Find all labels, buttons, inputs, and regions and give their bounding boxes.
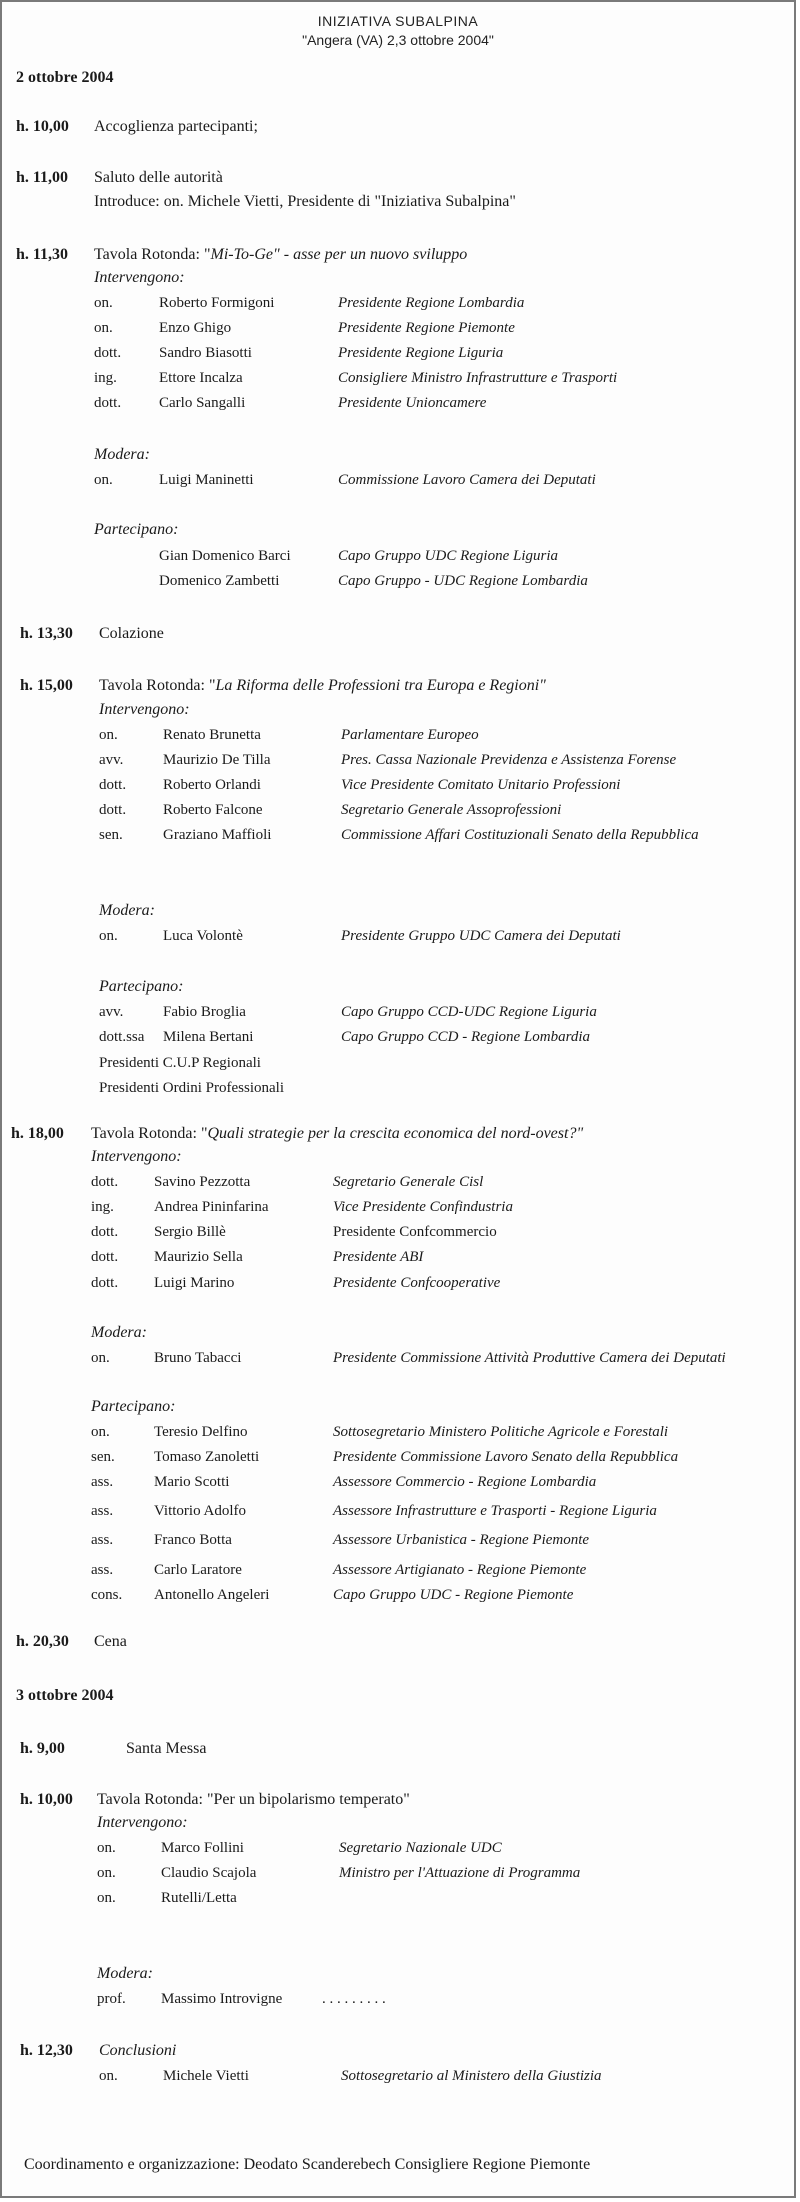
speaker-title: dott. xyxy=(94,345,122,361)
speaker-title: on. xyxy=(97,1890,116,1906)
modera-label: Modera: xyxy=(99,902,155,919)
roundtable-title: Tavola Rotonda: "Per un bipolarismo temperato" xyxy=(97,1791,410,1808)
participant-role: Capo Gruppo CCD-UDC Regione Liguria xyxy=(341,1004,597,1020)
speaker-name: Savino Pezzotta xyxy=(154,1174,251,1190)
roundtable-title: Tavola Rotonda: "La Riforma delle Professioni tra Europa e Regioni" xyxy=(99,677,546,694)
speaker-title: ing. xyxy=(91,1199,114,1215)
speaker-role: Presidente Regione Piemonte xyxy=(338,320,515,336)
speaker-name: Maurizio De Tilla xyxy=(163,752,271,768)
speaker-title: on. xyxy=(99,727,118,743)
participant-title: sen. xyxy=(91,1449,115,1465)
intervengono-label: Intervengono: xyxy=(97,1814,188,1831)
participant-name: Vittorio Adolfo xyxy=(154,1503,247,1519)
speaker-title: dott. xyxy=(91,1249,119,1265)
intervengono-label: Intervengono: xyxy=(94,269,185,286)
participant-name: Fabio Broglia xyxy=(163,1004,246,1020)
moderator-role: Commissione Lavoro Camera dei Deputati xyxy=(338,472,596,488)
intervengono-label: Intervengono: xyxy=(99,701,190,718)
speaker-role: Presidente ABI xyxy=(333,1249,424,1265)
speaker-role: Presidente Confcommercio xyxy=(333,1224,497,1240)
speaker-role: Vice Presidente Comitato Unitario Professioni xyxy=(341,777,621,793)
speaker-title: on. xyxy=(94,320,113,336)
partecipano-label: Partecipano: xyxy=(91,1398,176,1415)
partecipano-label: Partecipano: xyxy=(94,521,179,538)
dinner-text: Cena xyxy=(94,1633,127,1650)
moderator-title: on. xyxy=(94,472,113,488)
participant-name: Domenico Zambetti xyxy=(159,573,280,589)
roundtable-title: Tavola Rotonda: "Quali strategie per la crescita economica del nord-ovest?" xyxy=(91,1125,584,1142)
time-1330: h. 13,30 xyxy=(20,625,73,642)
speaker-name: Renato Brunetta xyxy=(163,727,261,743)
speaker-role: Segretario Generale Cisl xyxy=(333,1174,484,1190)
speaker-title: on. xyxy=(99,2068,118,2084)
speaker-title: on. xyxy=(94,295,113,311)
time-1100: h. 11,00 xyxy=(16,169,69,186)
moderator-title: prof. xyxy=(97,1991,126,2007)
participant-title: ass. xyxy=(91,1503,114,1519)
speaker-name: Claudio Scajola xyxy=(161,1865,257,1881)
speaker-name: Carlo Sangalli xyxy=(159,395,246,411)
participant-title: ass. xyxy=(91,1532,114,1548)
speaker-role: Presidente Confcooperative xyxy=(333,1275,501,1291)
moderator-name: Luigi Maninetti xyxy=(159,472,254,488)
time-1130: h. 11,30 xyxy=(16,246,69,263)
participant-title: dott.ssa xyxy=(99,1029,145,1045)
speaker-name: Roberto Falcone xyxy=(163,802,263,818)
participant-title: on. xyxy=(91,1424,110,1440)
speaker-role: Presidente Regione Liguria xyxy=(338,345,504,361)
speaker-title: on. xyxy=(97,1840,116,1856)
speaker-name: Enzo Ghigo xyxy=(159,320,232,336)
cup-presidents: Presidenti C.U.P Regionali xyxy=(99,1055,261,1071)
speaker-role: Consigliere Ministro Infrastrutture e Trasporti xyxy=(338,370,618,386)
participant-role: Capo Gruppo UDC Regione Liguria xyxy=(338,548,559,564)
conclusions-label: Conclusioni xyxy=(99,2042,177,2059)
speaker-title: on. xyxy=(97,1865,116,1881)
participant-name: Franco Botta xyxy=(154,1532,232,1548)
speaker-name: Luigi Marino xyxy=(154,1275,235,1291)
speaker-name: Graziano Maffioli xyxy=(163,827,272,843)
greeting-text: Saluto delle autorità xyxy=(94,169,223,186)
participant-name: Milena Bertani xyxy=(163,1029,254,1045)
participant-name: Gian Domenico Barci xyxy=(159,548,291,564)
document-subtitle: "Angera (VA) 2,3 ottobre 2004" xyxy=(302,32,494,48)
speaker-title: avv. xyxy=(99,752,124,768)
speaker-title: sen. xyxy=(99,827,123,843)
participant-role: Assessore Artigianato - Regione Piemonte xyxy=(333,1562,587,1578)
speaker-role: Segretario Generale Assoprofessioni xyxy=(341,802,562,818)
speaker-name: Roberto Formigoni xyxy=(159,295,275,311)
speaker-title: dott. xyxy=(91,1224,119,1240)
modera-label: Modera: xyxy=(94,446,150,463)
moderator-role-placeholder: . . . . . . . . . xyxy=(322,1991,386,2007)
modera-label: Modera: xyxy=(97,1965,153,1982)
participant-role: Assessore Commercio - Regione Lombardia xyxy=(333,1474,597,1490)
introduction-text: Introduce: on. Michele Vietti, Presidente di "Iniziativa Subalpina" xyxy=(94,193,516,210)
speaker-role: Vice Presidente Confindustria xyxy=(333,1199,513,1215)
participant-title: ass. xyxy=(91,1562,114,1578)
participant-role: Assessore Urbanistica - Regione Piemonte xyxy=(333,1532,590,1548)
participant-title: ass. xyxy=(91,1474,114,1490)
participant-role: Capo Gruppo CCD - Regione Lombardia xyxy=(341,1029,591,1045)
speaker-name: Andrea Pininfarina xyxy=(154,1199,269,1215)
speaker-role: Commissione Affari Costituzionali Senato della Repubblica xyxy=(341,827,699,843)
speaker-role: Presidente Regione Lombardia xyxy=(338,295,525,311)
speaker-role: Segretario Nazionale UDC xyxy=(339,1840,502,1856)
lunch-text: Colazione xyxy=(99,625,164,642)
participant-role: Presidente Commissione Lavoro Senato della Repubblica xyxy=(333,1449,679,1465)
mass-text: Santa Messa xyxy=(126,1740,207,1757)
speaker-title: dott. xyxy=(94,395,122,411)
footer-credit: Coordinamento e organizzazione: Deodato Scanderebech Consigliere Regione Piemonte xyxy=(24,2156,591,2173)
speaker-title: dott. xyxy=(91,1174,119,1190)
speaker-title: dott. xyxy=(91,1275,119,1291)
speaker-name: Sergio Billè xyxy=(154,1224,226,1240)
speaker-name: Ettore Incalza xyxy=(159,370,243,386)
speaker-title: ing. xyxy=(94,370,117,386)
speaker-title: dott. xyxy=(99,777,127,793)
participant-role: Assessore Infrastrutture e Trasporti - Regione Liguria xyxy=(333,1503,657,1519)
speaker-role: Ministro per l'Attuazione di Programma xyxy=(339,1865,581,1881)
time-1500: h. 15,00 xyxy=(20,677,73,694)
moderator-role: Presidente Gruppo UDC Camera dei Deputati xyxy=(341,928,621,944)
time-1230: h. 12,30 xyxy=(20,2042,73,2059)
welcome-text: Accoglienza partecipanti; xyxy=(94,118,258,135)
speaker-name: Rutelli/Letta xyxy=(161,1890,237,1906)
time-1000: h. 10,00 xyxy=(16,118,69,135)
speaker-name: Michele Vietti xyxy=(163,2068,249,2084)
day1-date: 2 ottobre 2004 xyxy=(16,69,114,86)
participant-name: Teresio Delfino xyxy=(154,1424,248,1440)
time-2030: h. 20,30 xyxy=(16,1633,69,1650)
modera-label: Modera: xyxy=(91,1324,147,1341)
participant-title: avv. xyxy=(99,1004,124,1020)
moderator-name: Bruno Tabacci xyxy=(154,1350,242,1366)
time-0900: h. 9,00 xyxy=(20,1740,65,1757)
participant-role: Capo Gruppo UDC - Regione Piemonte xyxy=(333,1587,574,1603)
speaker-role: Parlamentare Europeo xyxy=(341,727,479,743)
moderator-title: on. xyxy=(91,1350,110,1366)
speaker-name: Roberto Orlandi xyxy=(163,777,261,793)
moderator-role: Presidente Commissione Attività Produttive Camera dei Deputati xyxy=(333,1350,726,1366)
participant-role: Sottosegretario Ministero Politiche Agricole e Forestali xyxy=(333,1424,669,1440)
time-1000-day2: h. 10,00 xyxy=(20,1791,73,1808)
moderator-title: on. xyxy=(99,928,118,944)
participant-title: cons. xyxy=(91,1587,123,1603)
participant-name: Carlo Laratore xyxy=(154,1562,242,1578)
participant-name: Tomaso Zanoletti xyxy=(154,1449,260,1465)
speaker-name: Marco Follini xyxy=(161,1840,244,1856)
order-presidents: Presidenti Ordini Professionali xyxy=(99,1080,284,1096)
document-title: INIZIATIVA SUBALPINA xyxy=(317,13,479,29)
participant-name: Mario Scotti xyxy=(154,1474,230,1490)
speaker-title: dott. xyxy=(99,802,127,818)
speaker-name: Maurizio Sella xyxy=(154,1249,243,1265)
speaker-name: Sandro Biasotti xyxy=(159,345,252,361)
roundtable-title: Tavola Rotonda: "Mi-To-Ge" - asse per un nuovo sviluppo xyxy=(94,246,468,263)
time-1800: h. 18,00 xyxy=(11,1125,64,1142)
speaker-role: Sottosegretario al Ministero della Giustizia xyxy=(341,2068,602,2084)
partecipano-label: Partecipano: xyxy=(99,978,184,995)
speaker-role: Presidente Unioncamere xyxy=(338,395,487,411)
participant-role: Capo Gruppo - UDC Regione Lombardia xyxy=(338,573,588,589)
day2-date: 3 ottobre 2004 xyxy=(16,1687,114,1704)
moderator-name: Luca Volontè xyxy=(163,928,243,944)
moderator-name: Massimo Introvigne xyxy=(161,1991,283,2007)
speaker-role: Pres. Cassa Nazionale Previdenza e Assistenza Forense xyxy=(341,752,677,768)
intervengono-label: Intervengono: xyxy=(91,1148,182,1165)
participant-name: Antonello Angeleri xyxy=(154,1587,270,1603)
